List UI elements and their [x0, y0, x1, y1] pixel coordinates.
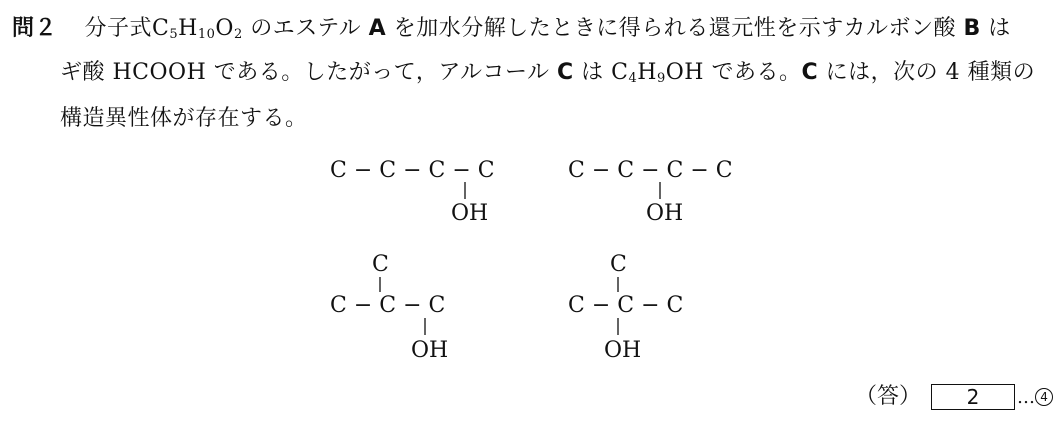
text: である。 [703, 60, 802, 85]
text: ギ酸 HCOOH である。したがって，アルコール [60, 60, 557, 85]
subscript: 5 [169, 27, 179, 42]
structure-4-chain: C − C − C [568, 293, 684, 318]
subscript: 4 [628, 71, 638, 86]
text: 分子式 [84, 16, 153, 41]
formula-c: C [611, 60, 629, 85]
choice-number: 4 [1035, 388, 1053, 406]
formula-oh: OH [665, 60, 704, 85]
formula-c: C [152, 16, 170, 41]
answer-box: 2 [931, 384, 1015, 410]
structure-4-oh: OH [604, 338, 642, 363]
subscript: 2 [233, 27, 243, 42]
text: には，次の 4 種類の [818, 60, 1036, 85]
formula-o: O [215, 16, 234, 41]
text: は [573, 60, 612, 85]
label-c: C [557, 60, 574, 85]
question-line-3: 構造異性体が存在する。 [60, 106, 308, 131]
formula-h: H [178, 16, 198, 41]
structure-3-top: C [372, 252, 389, 277]
formula-h: H [637, 60, 657, 85]
structure-3-chain: C − C − C [330, 293, 446, 318]
structure-3-oh: OH [411, 338, 449, 363]
label-b: B [963, 16, 981, 41]
answer-dots: … [1017, 387, 1036, 408]
structure-2-oh: OH [646, 201, 684, 226]
label-c: C [801, 60, 819, 85]
structure-4-top: C [610, 252, 627, 277]
answer-line [855, 383, 1053, 412]
structure-1-chain: C − C − C − C [330, 158, 495, 183]
structure-1-oh: OH [451, 201, 489, 226]
answer-prefix: （答） [855, 384, 922, 409]
text: のエステル [242, 16, 369, 41]
subscript: 10 [197, 27, 216, 42]
label-a: A [368, 16, 387, 41]
structure-2-chain: C − C − C − C [568, 158, 733, 183]
text: は [980, 16, 1011, 41]
text: を加水分解したときに得られる還元性を示すカルボン酸 [386, 16, 964, 41]
question-label: 問２ [12, 16, 58, 41]
subscript: 9 [656, 71, 666, 86]
